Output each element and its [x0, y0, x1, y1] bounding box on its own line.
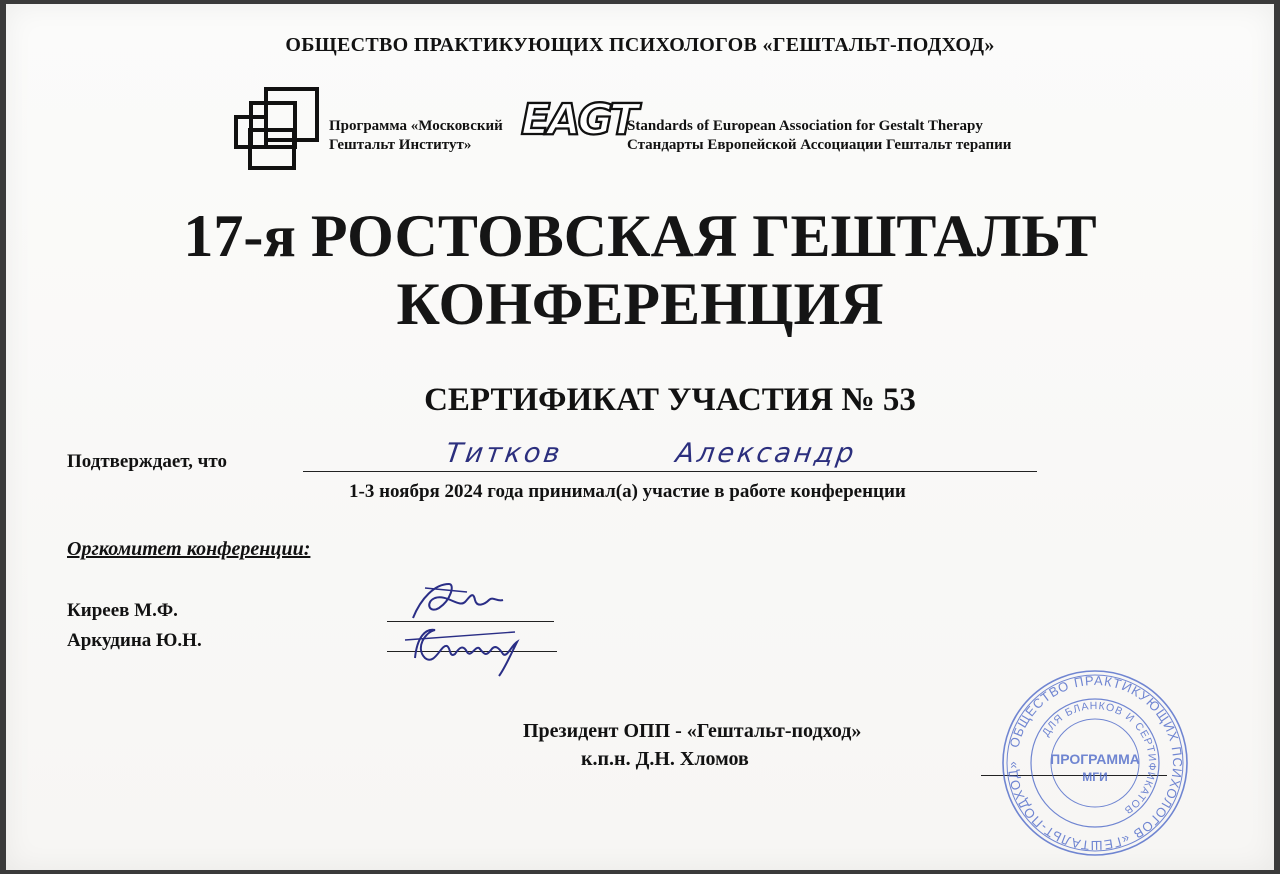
committee-label: Оргкомитет конференции:	[67, 538, 311, 560]
certificate-heading: СЕРТИФИКАТ УЧАСТИЯ № 53	[424, 382, 916, 418]
organization-header: ОБЩЕСТВО ПРАКТИКУЮЩИХ ПСИХОЛОГОВ «ГЕШТАЛЬТ-ПОДХОД»	[285, 34, 995, 56]
eagt-logo: EAGT	[521, 95, 636, 145]
president-title: Президент ОПП - «Гештальт-подход»	[523, 720, 862, 742]
nested-squares-logo-icon	[233, 86, 323, 172]
stamp-outer-text: ОБЩЕСТВО ПРАКТИКУЮЩИХ ПСИХОЛОГОВ «ГЕШТАЛЬТ-ПОДХОД»	[1004, 672, 1186, 854]
stamp-inner-text: ДЛЯ БЛАНКОВ И СЕРТИФИКАТОВ	[1040, 699, 1159, 817]
eagt-standards	[627, 117, 1011, 155]
program-line-2: Гештальт Институт»	[329, 137, 472, 153]
participant-surname: Титков	[443, 438, 565, 469]
conference-title	[0, 202, 1280, 338]
president-name: к.п.н. Д.Н. Хломов	[581, 748, 749, 770]
signature-2	[395, 618, 545, 680]
conference-title-line-1: 17-я РОСТОВСКАЯ ГЕШТАЛЬТ	[183, 203, 1097, 269]
committee-member-1: Киреев М.Ф.	[67, 600, 178, 621]
stamp-center-line-2: МГИ	[1082, 770, 1108, 784]
participation-text: 1-3 ноября 2024 года принимал(а) участие в работе конференции	[349, 481, 906, 502]
eagt-standards-ru: Стандарты Европейской Ассоциации Гештальт терапии	[627, 137, 1012, 153]
program-caption	[329, 117, 503, 155]
eagt-standards-en: Standards of European Association for Gestalt Therapy	[627, 118, 983, 134]
participant-first-name: Александр	[673, 438, 859, 469]
conference-title-line-2: КОНФЕРЕНЦИЯ	[396, 271, 884, 337]
participant-name-line	[303, 471, 1037, 472]
official-stamp	[1000, 668, 1190, 858]
stamp-center-line-1: ПРОГРАММА	[1050, 751, 1140, 767]
committee-member-2: Аркудина Ю.Н.	[67, 630, 202, 651]
confirm-label: Подтверждает, что	[67, 451, 227, 472]
program-line-1: Программа «Московский	[329, 118, 503, 134]
